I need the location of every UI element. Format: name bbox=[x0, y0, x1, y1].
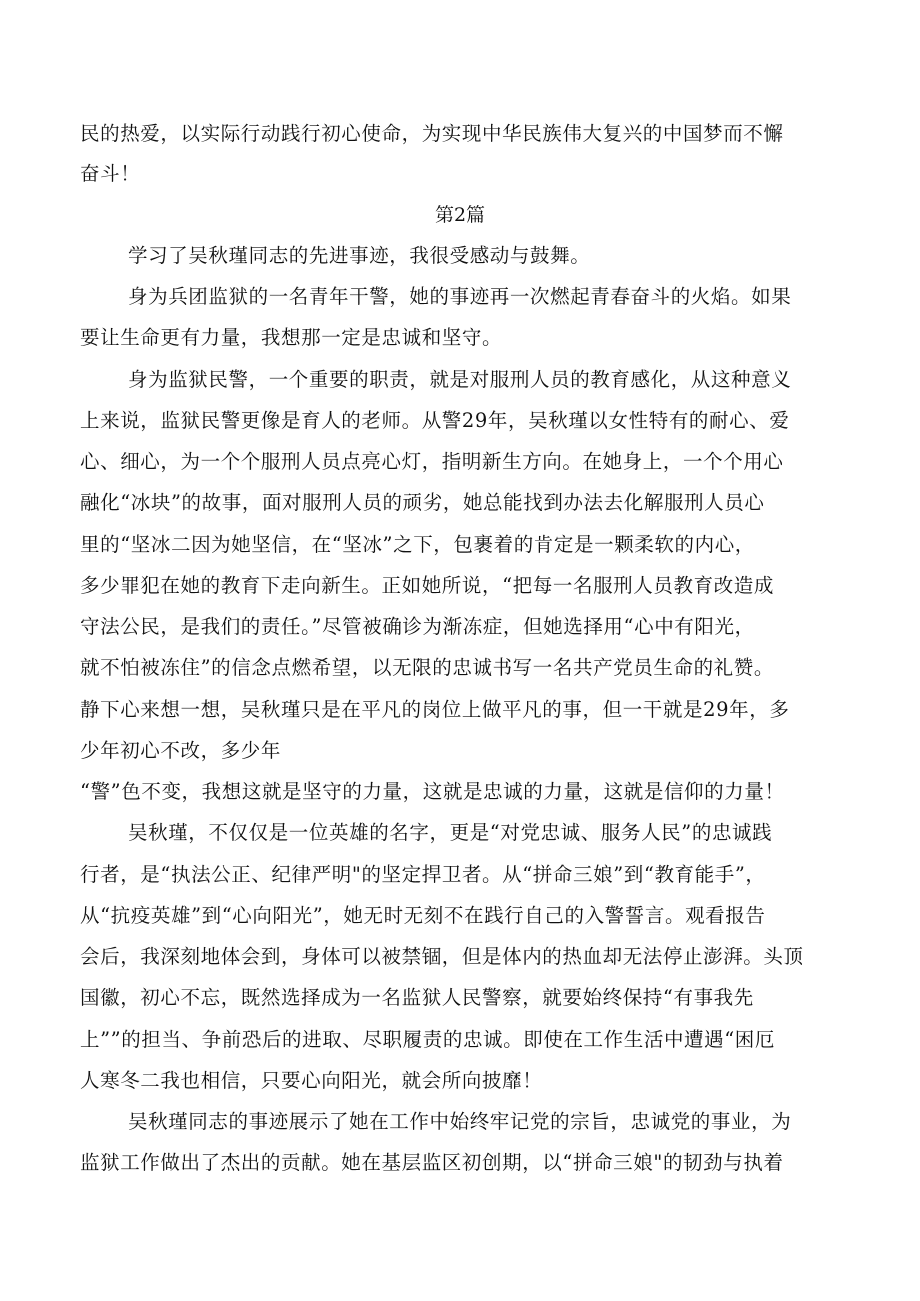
text-line: 上””的担当、争前恐后的进取、尽职履责的忠诚。即使在工作生活中遭遇“困厄 bbox=[80, 1028, 776, 1051]
text-line: 国徽，初心不忘，既然选择成为一名监狱人民警察，就要始终保持“有事我先 bbox=[80, 986, 754, 1009]
text-line: 心、细心，为一个个服刑人员点亮心灯，指明新生方向。在她身上，一个个用心 bbox=[80, 450, 784, 473]
text-line: 学习了吴秋瑾同志的先进事迹，我很受感动与鼓舞。 bbox=[128, 244, 591, 267]
text-line: 融化“冰块”的故事，面对服刑人员的顽劣，她总能找到办法去化解服刑人员心 bbox=[80, 491, 765, 514]
text-line: 守法公民，是我们的责任。”尽管被确诊为渐冻症，但她选择用“心中有阳光， bbox=[80, 615, 755, 638]
text-line: 上来说，监狱民警更像是育人的老师。从警29年，吴秋瑾以女性特有的耐心、爱 bbox=[80, 409, 790, 432]
text-line: 民的热爱，以实际行动践行初心使命，为实现中华民族伟大复兴的中国梦而不懈 bbox=[80, 122, 784, 145]
text-line: 行者，是“执法公正、纪律严明"的坚定捍卫者。从“拼命三娘”到“教育能手”， bbox=[80, 863, 766, 886]
text-line: “警”色不变，我想这就是坚守的力量，这就是忠诚的力量，这就是信仰的力量！ bbox=[80, 780, 785, 803]
text-line: 身为兵团监狱的一名青年干警，她的事迹再一次燃起青春奋斗的火焰。如果 bbox=[128, 285, 792, 308]
text-line: 人寒冬二我也相信，只要心向阳光，就会所向披靡！ bbox=[80, 1069, 543, 1092]
section-heading: 第2篇 bbox=[434, 204, 486, 226]
text-line: 身为监狱民警，一个重要的职责，就是对服刑人员的教育感化，从这种意义 bbox=[128, 368, 792, 391]
text-line: 静下心来想一想，吴秋瑾只是在平凡的岗位上做平凡的事，但一干就是29年，多 bbox=[80, 698, 790, 721]
text-line: 吴秋瑾，不仅仅是一位英雄的名字，更是“对党忠诚、服务人民”的忠诚践 bbox=[128, 821, 773, 844]
text-line: 从“抗疫英雄”到“心向阳光”，她无时无刻不在践行自己的入警誓言。观看报告 bbox=[80, 904, 766, 927]
text-line: 少年初心不改，多少年 bbox=[80, 739, 282, 762]
text-line: 就不怕被冻住”的信念点燃希望，以无限的忠诚书写一名共产党员生命的礼赞。 bbox=[80, 656, 774, 679]
text-line: 吴秋瑾同志的事迹展示了她在工作中始终牢记党的宗旨，忠诚党的事业，为 bbox=[128, 1110, 792, 1133]
text-line: 监狱工作做出了杰出的贡献。她在基层监区初创期，以“拼命三娘"的韧劲与执着 bbox=[80, 1151, 784, 1174]
text-line: 奋斗！ bbox=[80, 162, 141, 185]
text-line: 里的“坚冰二因为她坚信，在“坚冰”之下，包裹着的肯定是一颗柔软的内心， bbox=[80, 533, 755, 556]
text-line: 多少罪犯在她的教育下走向新生。正如她所说，“把每一名服刑人员教育改造成 bbox=[80, 574, 774, 597]
text-line: 会后，我深刻地体会到，身体可以被禁锢，但是体内的热血却无法停止澎湃。头顶 bbox=[80, 945, 804, 968]
text-line: 要让生命更有力量，我想那一定是忠诚和坚守。 bbox=[80, 326, 503, 349]
